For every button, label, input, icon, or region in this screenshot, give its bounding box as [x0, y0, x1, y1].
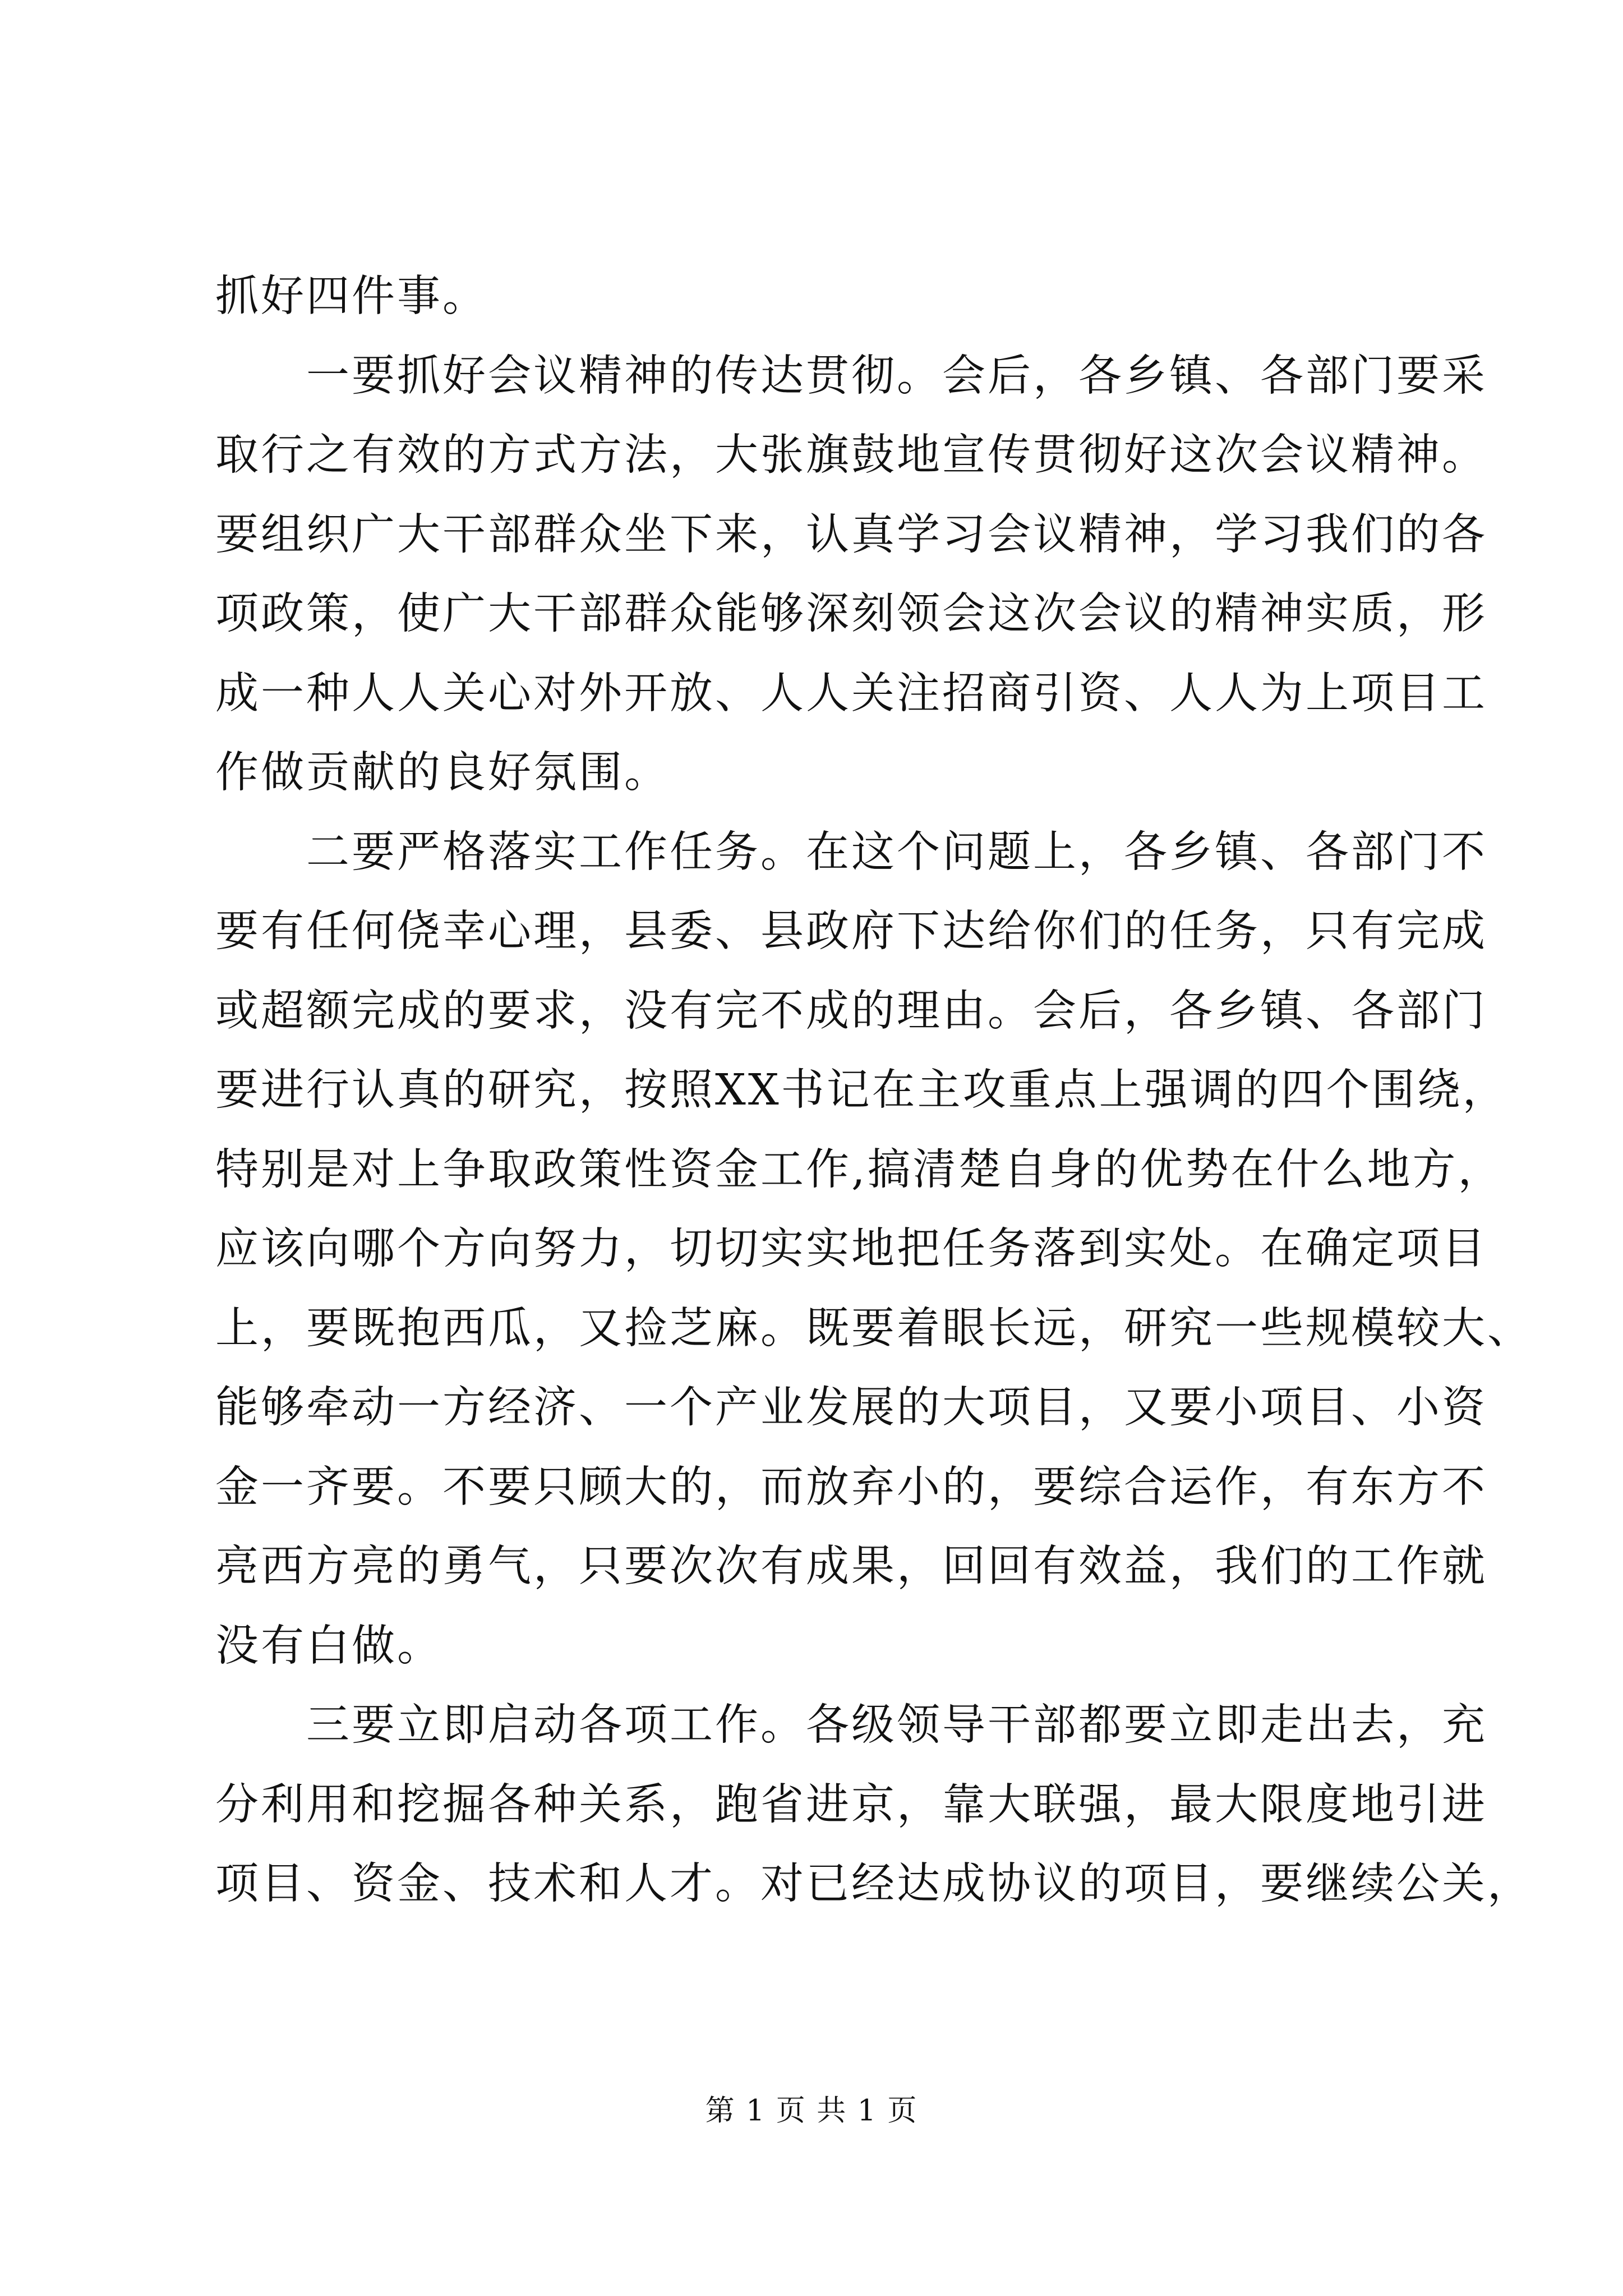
text-line: 特别是对上争取政策性资金工作,搞清楚自身的优势在什么地方，	[215, 1144, 1504, 1195]
text-line: 没有白做。	[215, 1621, 442, 1671]
text-line: 二要严格落实工作任务。在这个问题上，各乡镇、各部门不	[215, 827, 1487, 877]
text-line: 分利用和挖掘各种关系，跑省进京，靠大联强，最大限度地引进	[215, 1779, 1487, 1830]
body-text	[215, 257, 1533, 1924]
text-line: 一要抓好会议精神的传达贯彻。会后，各乡镇、各部门要采	[215, 351, 1487, 401]
text-line: 要组织广大干部群众坐下来，认真学习会议精神，学习我们的各	[215, 509, 1487, 560]
text-line: 要进行认真的研究，按照XX书记在主攻重点上强调的四个围绕，	[215, 1065, 1508, 1115]
text-line: 要有任何侥幸心理，县委、县政府下达给你们的任务，只有完成	[215, 907, 1487, 956]
text-line: 亮西方亮的勇气，只要次次有成果，回回有效益，我们的工作就	[215, 1542, 1487, 1591]
text-line: 抓好四件事。	[215, 272, 488, 321]
text-line: 能够牵动一方经济、一个产业发展的大项目，又要小项目、小资	[215, 1383, 1487, 1433]
text-line: 项目、资金、技术和人才。对已经达成协议的项目，要继续公关，	[215, 1859, 1533, 1909]
text-line: 上，要既抱西瓜，又捡芝麻。既要着眼长远，研究一些规模较大、	[215, 1303, 1533, 1354]
text-line: 作做贡献的良好氛围。	[215, 748, 670, 798]
text-line: 项政策，使广大干部群众能够深刻领会这次会议的精神实质，形	[215, 589, 1487, 639]
text-line: 三要立即启动各项工作。各级领导干部都要立即走出去，充	[215, 1700, 1487, 1750]
text-line: 成一种人人关心对外开放、人人关注招商引资、人人为上项目工	[215, 668, 1487, 719]
text-line: 应该向哪个方向努力，切切实实地把任务落到实处。在确定项目	[215, 1224, 1487, 1274]
page-number-footer: 第 1 页 共 1 页	[705, 2094, 918, 2128]
text-line: 金一齐要。不要只顾大的，而放弃小的，要综合运作，有东方不	[215, 1462, 1487, 1512]
text-line: 取行之有效的方式方法，大张旗鼓地宣传贯彻好这次会议精神。	[215, 430, 1487, 480]
text-line: 或超额完成的要求，没有完不成的理由。会后，各乡镇、各部门	[215, 986, 1487, 1036]
